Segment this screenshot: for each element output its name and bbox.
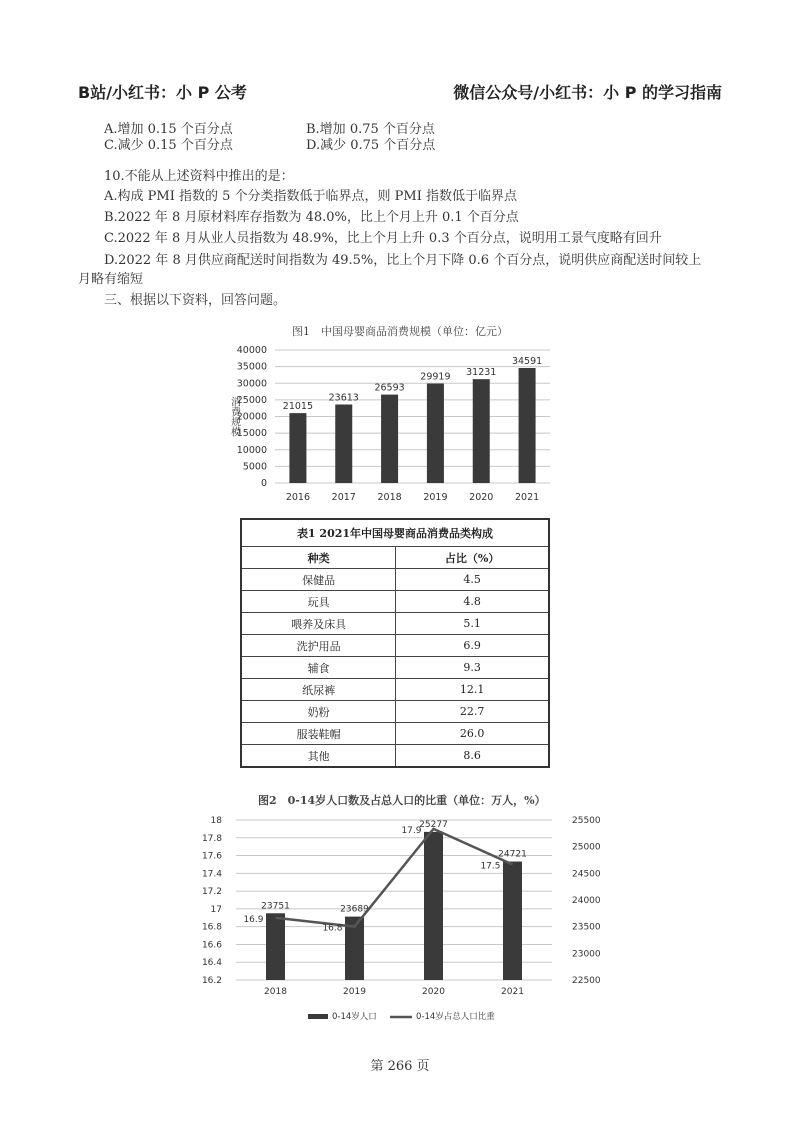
q9-option-d: D.减少 0.75 个百分点	[306, 138, 436, 153]
table1-cell-share: 5.1	[396, 613, 549, 635]
page-number: 第 266 页	[370, 1059, 430, 1074]
table1-cell-category: 纸尿裤	[241, 679, 396, 701]
chart1-ytick-label: 30000	[236, 378, 267, 390]
chart1-ytick-label: 35000	[236, 361, 267, 373]
chart1-bar	[473, 379, 490, 483]
q9-option-b: B.增加 0.75 个百分点	[306, 122, 435, 137]
chart1-ylabel: 消费规模	[228, 396, 240, 437]
chart1-ytick-label: 5000	[242, 461, 267, 473]
chart2-right-tick-label: 25000	[572, 842, 601, 853]
chart2-left-tick-label: 16.2	[201, 976, 222, 986]
chart2-xtick-label: 2019	[343, 987, 366, 997]
table-row	[241, 635, 549, 657]
chart1-ytick-label: 40000	[236, 345, 267, 356]
table1-cell-category: 服装鞋帽	[241, 723, 396, 745]
q10-option-b: B.2022 年 8 月原材料库存指数为 48.0%，比上个月上升 0.1 个百分点	[104, 210, 519, 225]
chart1-ytick-label: 15000	[236, 428, 267, 440]
table1-header-share: 占比（%）	[396, 547, 549, 569]
chart2-legend-bar-swatch	[308, 1014, 328, 1019]
table1-cell-category: 喂养及床具	[241, 613, 396, 635]
table1-caption: 表1 2021年中国母婴商品消费品类构成	[241, 519, 549, 547]
chart2-left-tick-label: 16.4	[201, 958, 222, 969]
section-3-heading: 三、根据以下资料，回答问题。	[104, 293, 287, 308]
table-row	[241, 679, 549, 701]
table-row	[241, 569, 549, 591]
table1-cell-share: 9.3	[396, 657, 549, 679]
q10-option-c: C.2022 年 8 月从业人员指数为 48.9%，比上个月上升 0.3 个百分点，说明用工景气度略有回升	[104, 231, 662, 246]
chart1-value-label: 21015	[282, 401, 314, 413]
chart2-line-value-label: 16.8	[322, 923, 343, 934]
chart1-value-label: 26593	[374, 382, 405, 394]
table1-header-category: 种类	[241, 547, 396, 569]
chart1-ytick-label: 10000	[236, 444, 267, 456]
table1-cell-category: 辅食	[241, 657, 396, 679]
chart2-legend-line-label: 0-14岁占总人口比重	[416, 1012, 495, 1022]
header-left: B站/小红书：小 P 公考	[78, 83, 247, 102]
table1-cell-share: 4.8	[396, 591, 549, 613]
header-right: 微信公众号/小红书：小 P 的学习指南	[453, 83, 722, 102]
chart1-value-label: 29919	[420, 371, 451, 383]
chart2-bar	[266, 913, 285, 980]
table1-cell-share: 8.6	[396, 745, 549, 768]
chart2-bar-value-label: 23689	[340, 904, 369, 915]
table-row	[241, 701, 549, 723]
table1-cell-share: 22.7	[396, 701, 549, 723]
chart1-bar	[519, 368, 536, 483]
chart1-xtick-label: 2017	[331, 492, 356, 503]
chart2-left-tick-label: 17.8	[201, 833, 222, 844]
chart2-population-combo-chart	[190, 810, 610, 1025]
table1-cell-share: 26.0	[396, 723, 549, 745]
chart2-right-tick-label: 22500	[572, 976, 601, 986]
chart2-left-tick-label: 18	[210, 816, 222, 826]
table1-cell-category: 洗护用品	[241, 635, 396, 657]
table-row	[241, 723, 549, 745]
table1-cell-category: 保健品	[241, 569, 396, 591]
table-row	[241, 657, 549, 679]
chart2-right-tick-label: 23500	[572, 922, 601, 933]
chart1-bar	[289, 413, 306, 483]
chart1-xtick-label: 2016	[285, 492, 311, 503]
chart2-left-tick-label: 17.2	[201, 887, 222, 898]
chart2-right-tick-label: 24500	[572, 869, 601, 880]
chart1-value-label: 23613	[328, 392, 359, 404]
chart2-left-tick-label: 17.4	[201, 869, 222, 880]
table-row	[241, 613, 549, 635]
chart2-line-value-label: 16.9	[243, 914, 264, 925]
chart1-xtick-label: 2021	[514, 492, 540, 503]
table1-cell-share: 12.1	[396, 679, 549, 701]
table1-cell-share: 6.9	[396, 635, 549, 657]
table1-cell-category: 玩具	[241, 591, 396, 613]
chart2-right-tick-label: 24000	[572, 896, 601, 906]
chart2-bar	[503, 862, 522, 980]
chart2-bar-value-label: 24721	[498, 849, 527, 860]
chart1-bar	[381, 395, 398, 483]
chart2-right-tick-label: 25500	[572, 816, 601, 826]
chart1-xtick-label: 2018	[377, 492, 402, 503]
chart1-value-label: 31231	[466, 367, 497, 379]
q9-option-a: A.增加 0.15 个百分点	[104, 122, 233, 137]
chart2-bar-value-label: 23751	[261, 901, 290, 912]
table-row	[241, 591, 549, 613]
chart2-left-tick-label: 16.8	[201, 922, 222, 933]
chart1-title: 图1 中国母婴商品消费规模（单位：亿元）	[292, 325, 508, 338]
chart2-bar	[424, 832, 443, 980]
chart2-left-tick-label: 17.6	[201, 851, 222, 862]
chart1-consumption-bar-chart	[220, 336, 560, 512]
chart2-left-tick-label: 16.6	[201, 940, 222, 951]
q10-option-d-line1: D.2022 年 8 月供应商配送时间指数为 49.5%，比上个月下降 0.6 个百分点，说明供应商配送时间较上	[104, 253, 702, 268]
q10-option-a: A.构成 PMI 指数的 5 个分类指数低于临界点，则 PMI 指数低于临界点	[104, 189, 517, 204]
chart2-left-tick-label: 17	[210, 904, 222, 915]
chart1-bar	[335, 404, 352, 483]
chart1-ytick-label: 25000	[236, 394, 267, 406]
chart1-value-label: 34591	[511, 355, 543, 367]
chart2-xtick-label: 2018	[264, 987, 287, 997]
chart2-share-line	[276, 829, 513, 927]
table1-category-composition	[240, 518, 550, 768]
chart2-line-value-label: 17.9	[401, 825, 422, 836]
chart1-xtick-label: 2019	[423, 492, 448, 503]
table-row	[241, 745, 549, 768]
chart2-title: 图2 0-14岁人口数及占总人口的比重（单位：万人，%）	[258, 794, 546, 807]
chart2-right-tick-label: 23000	[572, 949, 601, 960]
chart1-bar	[427, 384, 444, 483]
chart1-xtick-label: 2020	[469, 492, 494, 503]
chart2-legend-bar-label: 0-14岁人口	[332, 1012, 377, 1022]
chart2-bar-value-label: 25277	[419, 819, 448, 830]
chart2-xtick-label: 2021	[501, 987, 524, 997]
chart2-xtick-label: 2020	[422, 987, 445, 997]
q9-option-c: C.减少 0.15 个百分点	[104, 138, 233, 153]
q10-stem: 10.不能从上述资料中推出的是：	[104, 169, 294, 184]
table1-cell-share: 4.5	[396, 569, 549, 591]
q10-option-d-line2: 月略有缩短	[78, 272, 144, 287]
chart2-line-value-label: 17.5	[480, 861, 501, 872]
table1-cell-category: 其他	[241, 745, 396, 768]
chart1-ytick-label: 0	[260, 478, 267, 489]
chart1-ytick-label: 20000	[236, 411, 267, 423]
table1-cell-category: 奶粉	[241, 701, 396, 723]
